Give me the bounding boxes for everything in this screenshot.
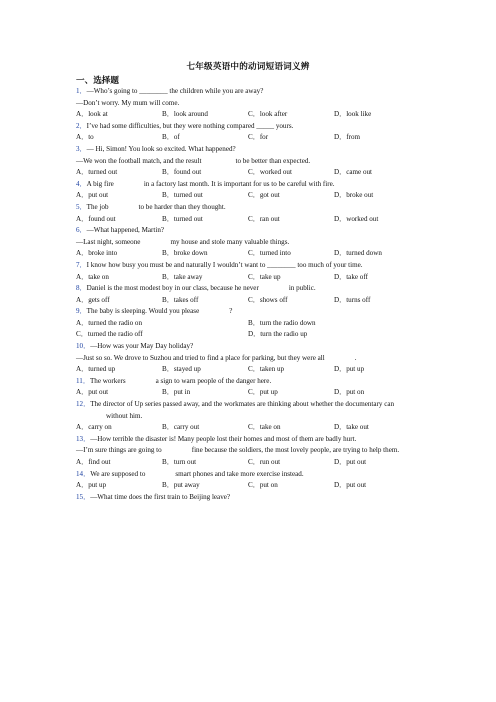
question-number: 11． — [76, 376, 90, 385]
options-row — [76, 422, 420, 434]
option-b[interactable]: B．stayed up — [162, 365, 201, 374]
question-number: 3． — [76, 144, 87, 153]
options-row — [76, 214, 420, 226]
option-b[interactable]: B．turned out — [162, 214, 203, 223]
option-c[interactable]: C．run out — [248, 458, 281, 466]
option-b[interactable]: B．carry out — [162, 423, 200, 432]
question-text: —Who’s going to ________ the children while you are away? — [86, 87, 264, 95]
question-14: 14．We are supposed to smart phones and take more exercise instead. — [76, 469, 304, 478]
option-c[interactable]: C．worked out — [248, 168, 292, 177]
question-3 — [76, 144, 420, 156]
option-b[interactable]: B．broke down — [162, 249, 208, 258]
option-b[interactable]: B．take away — [162, 272, 203, 281]
question-8: 8．Daniel is the most modest boy in our class, because he never in public. — [76, 284, 316, 293]
question-number: 2． — [76, 121, 87, 130]
question-number: 6． — [76, 226, 87, 235]
option-c[interactable]: C．got out — [248, 191, 280, 200]
option-c[interactable]: C．for — [248, 133, 269, 142]
option-a[interactable]: A．found out — [76, 214, 116, 223]
option-d[interactable]: D．put out — [334, 458, 367, 466]
question-text-line: —Last night, someone my house and stole many valuable things. — [76, 237, 290, 246]
question-text: I’ve had some difficulties, but they were nothing compared _____ yours. — [86, 121, 294, 130]
options-row — [76, 132, 420, 144]
question-13: 13．—How terrible the disaster is! Many people lost their homes and most of them are badly hurt. — [76, 434, 357, 443]
question-5: 5．The job to be harder than they thought. — [76, 202, 226, 211]
question-text-line: —I’m sure things are going to fine because the soldiers, the most lovely people, are trying to help them. — [76, 446, 400, 455]
option-c[interactable]: C．look after — [248, 110, 288, 119]
option-b[interactable]: B．takes off — [162, 295, 199, 304]
option-d[interactable]: D．worked out — [334, 214, 379, 223]
document-title: 七年级英语中的动词短语词义辨 — [186, 61, 310, 71]
option-c[interactable]: C．turned the radio off — [76, 330, 143, 339]
option-a[interactable]: A．broke into — [76, 249, 118, 258]
option-c[interactable]: C．turned into — [248, 249, 291, 258]
option-a[interactable]: A．find out — [76, 458, 111, 466]
options-row — [76, 109, 420, 121]
question-6: 6．—What happened, Martin? — [76, 226, 165, 235]
option-c[interactable]: C．ran out — [248, 214, 280, 223]
question-number: 15． — [76, 492, 91, 501]
option-c[interactable]: C．put on — [248, 481, 278, 490]
question-number: 8． — [76, 284, 87, 293]
option-d[interactable]: D．look like — [334, 110, 372, 119]
option-a[interactable]: A．carry on — [76, 423, 112, 432]
options-row — [76, 364, 420, 376]
question-text-line: —Just so so. We drove to Suzhou and tried to find a place for parking, but they were all . — [76, 353, 357, 362]
option-d[interactable]: D．turns off — [334, 295, 371, 304]
option-c[interactable]: C．take up — [248, 272, 281, 281]
option-b[interactable]: B．turn out — [162, 458, 197, 466]
option-a[interactable]: A．put up — [76, 481, 107, 490]
option-c[interactable]: C．taken up — [248, 365, 285, 374]
question-text-line: —Don’t worry. My mum will come. — [76, 98, 180, 107]
option-b[interactable]: B．turn the radio down — [248, 318, 316, 327]
options-row — [76, 248, 420, 260]
option-d[interactable]: D．turned down — [334, 249, 382, 258]
question-number: 7． — [76, 260, 87, 269]
option-b[interactable]: B．put away — [162, 481, 200, 490]
option-a[interactable]: A．put out — [76, 388, 109, 397]
question-number: 13． — [76, 434, 91, 443]
option-a[interactable]: A．turned up — [76, 365, 116, 374]
options-row — [76, 272, 420, 284]
question-number: 9． — [76, 307, 87, 316]
option-a[interactable]: A．take on — [76, 272, 109, 281]
question-number: 5． — [76, 202, 87, 211]
option-d[interactable]: D．take out — [334, 423, 369, 432]
option-b[interactable]: B．of — [162, 133, 180, 142]
option-c[interactable]: C．shows off — [248, 295, 288, 304]
option-d[interactable]: D．from — [334, 133, 361, 142]
option-d[interactable]: D．take off — [334, 272, 368, 281]
question-number: 1． — [76, 87, 87, 95]
option-d[interactable]: D．broke out — [334, 191, 374, 200]
option-b[interactable]: B．turned out — [162, 191, 203, 200]
question-15: 15．—What time does the first train to Beijing leave? — [76, 492, 231, 501]
option-a[interactable]: A．to — [76, 133, 94, 142]
option-a[interactable]: A．turned out — [76, 168, 118, 177]
option-b[interactable]: B．found out — [162, 168, 202, 177]
option-d[interactable]: D．came out — [334, 168, 373, 177]
options-row — [76, 318, 420, 330]
options-row — [76, 167, 420, 179]
question-4: 4．A big fire in a factory last month. It is important for us to be careful with fire. — [76, 179, 335, 188]
question-11: 11．The workers a sign to warn people of the danger here. — [76, 376, 272, 385]
options-row — [76, 190, 420, 202]
question-12: 12．The director of Up series passed away, and the workmates are thinking about whether the documentary canwithout him. — [76, 400, 395, 420]
options-row — [76, 480, 420, 492]
question-number: 14． — [76, 469, 91, 478]
question-number: 10． — [76, 342, 91, 351]
question-text-line: —We won the football match, and the result to be better than expected. — [76, 156, 311, 165]
options-row — [76, 329, 420, 341]
question-1 — [76, 86, 420, 98]
question-9: 9．The baby is sleeping. Would you please ? — [76, 307, 233, 316]
option-a[interactable]: A．gets off — [76, 295, 110, 304]
option-d[interactable]: D．put up — [334, 365, 365, 374]
question-text: — Hi, Simon! You look so excited. What happened? — [86, 144, 236, 153]
question-list — [76, 86, 420, 503]
section-heading: 一、选择题 — [76, 75, 119, 85]
option-c[interactable]: C．take on — [248, 423, 281, 432]
question-2 — [76, 121, 420, 133]
options-row — [76, 295, 420, 307]
question-number: 12． — [76, 400, 91, 409]
question-7: 7．I know how busy you must be and naturally I wouldn’t want to ________ too much of your time. — [76, 260, 363, 269]
option-d[interactable]: D．turn the radio up — [248, 330, 308, 339]
options-row — [76, 387, 420, 399]
option-a[interactable]: A．put out — [76, 191, 109, 200]
options-row — [76, 457, 420, 469]
option-d[interactable]: D．put on — [334, 388, 365, 397]
option-b[interactable]: B．look around — [162, 110, 208, 119]
option-c[interactable]: C．put up — [248, 388, 278, 397]
option-b[interactable]: B．put in — [162, 388, 191, 397]
option-a[interactable]: A．look at — [76, 110, 108, 119]
question-10: 10．—How was your May Day holiday? — [76, 342, 194, 351]
question-number: 4． — [76, 179, 87, 188]
option-a[interactable]: A．turned the radio on — [76, 318, 142, 327]
option-d[interactable]: D．put out — [334, 481, 367, 490]
